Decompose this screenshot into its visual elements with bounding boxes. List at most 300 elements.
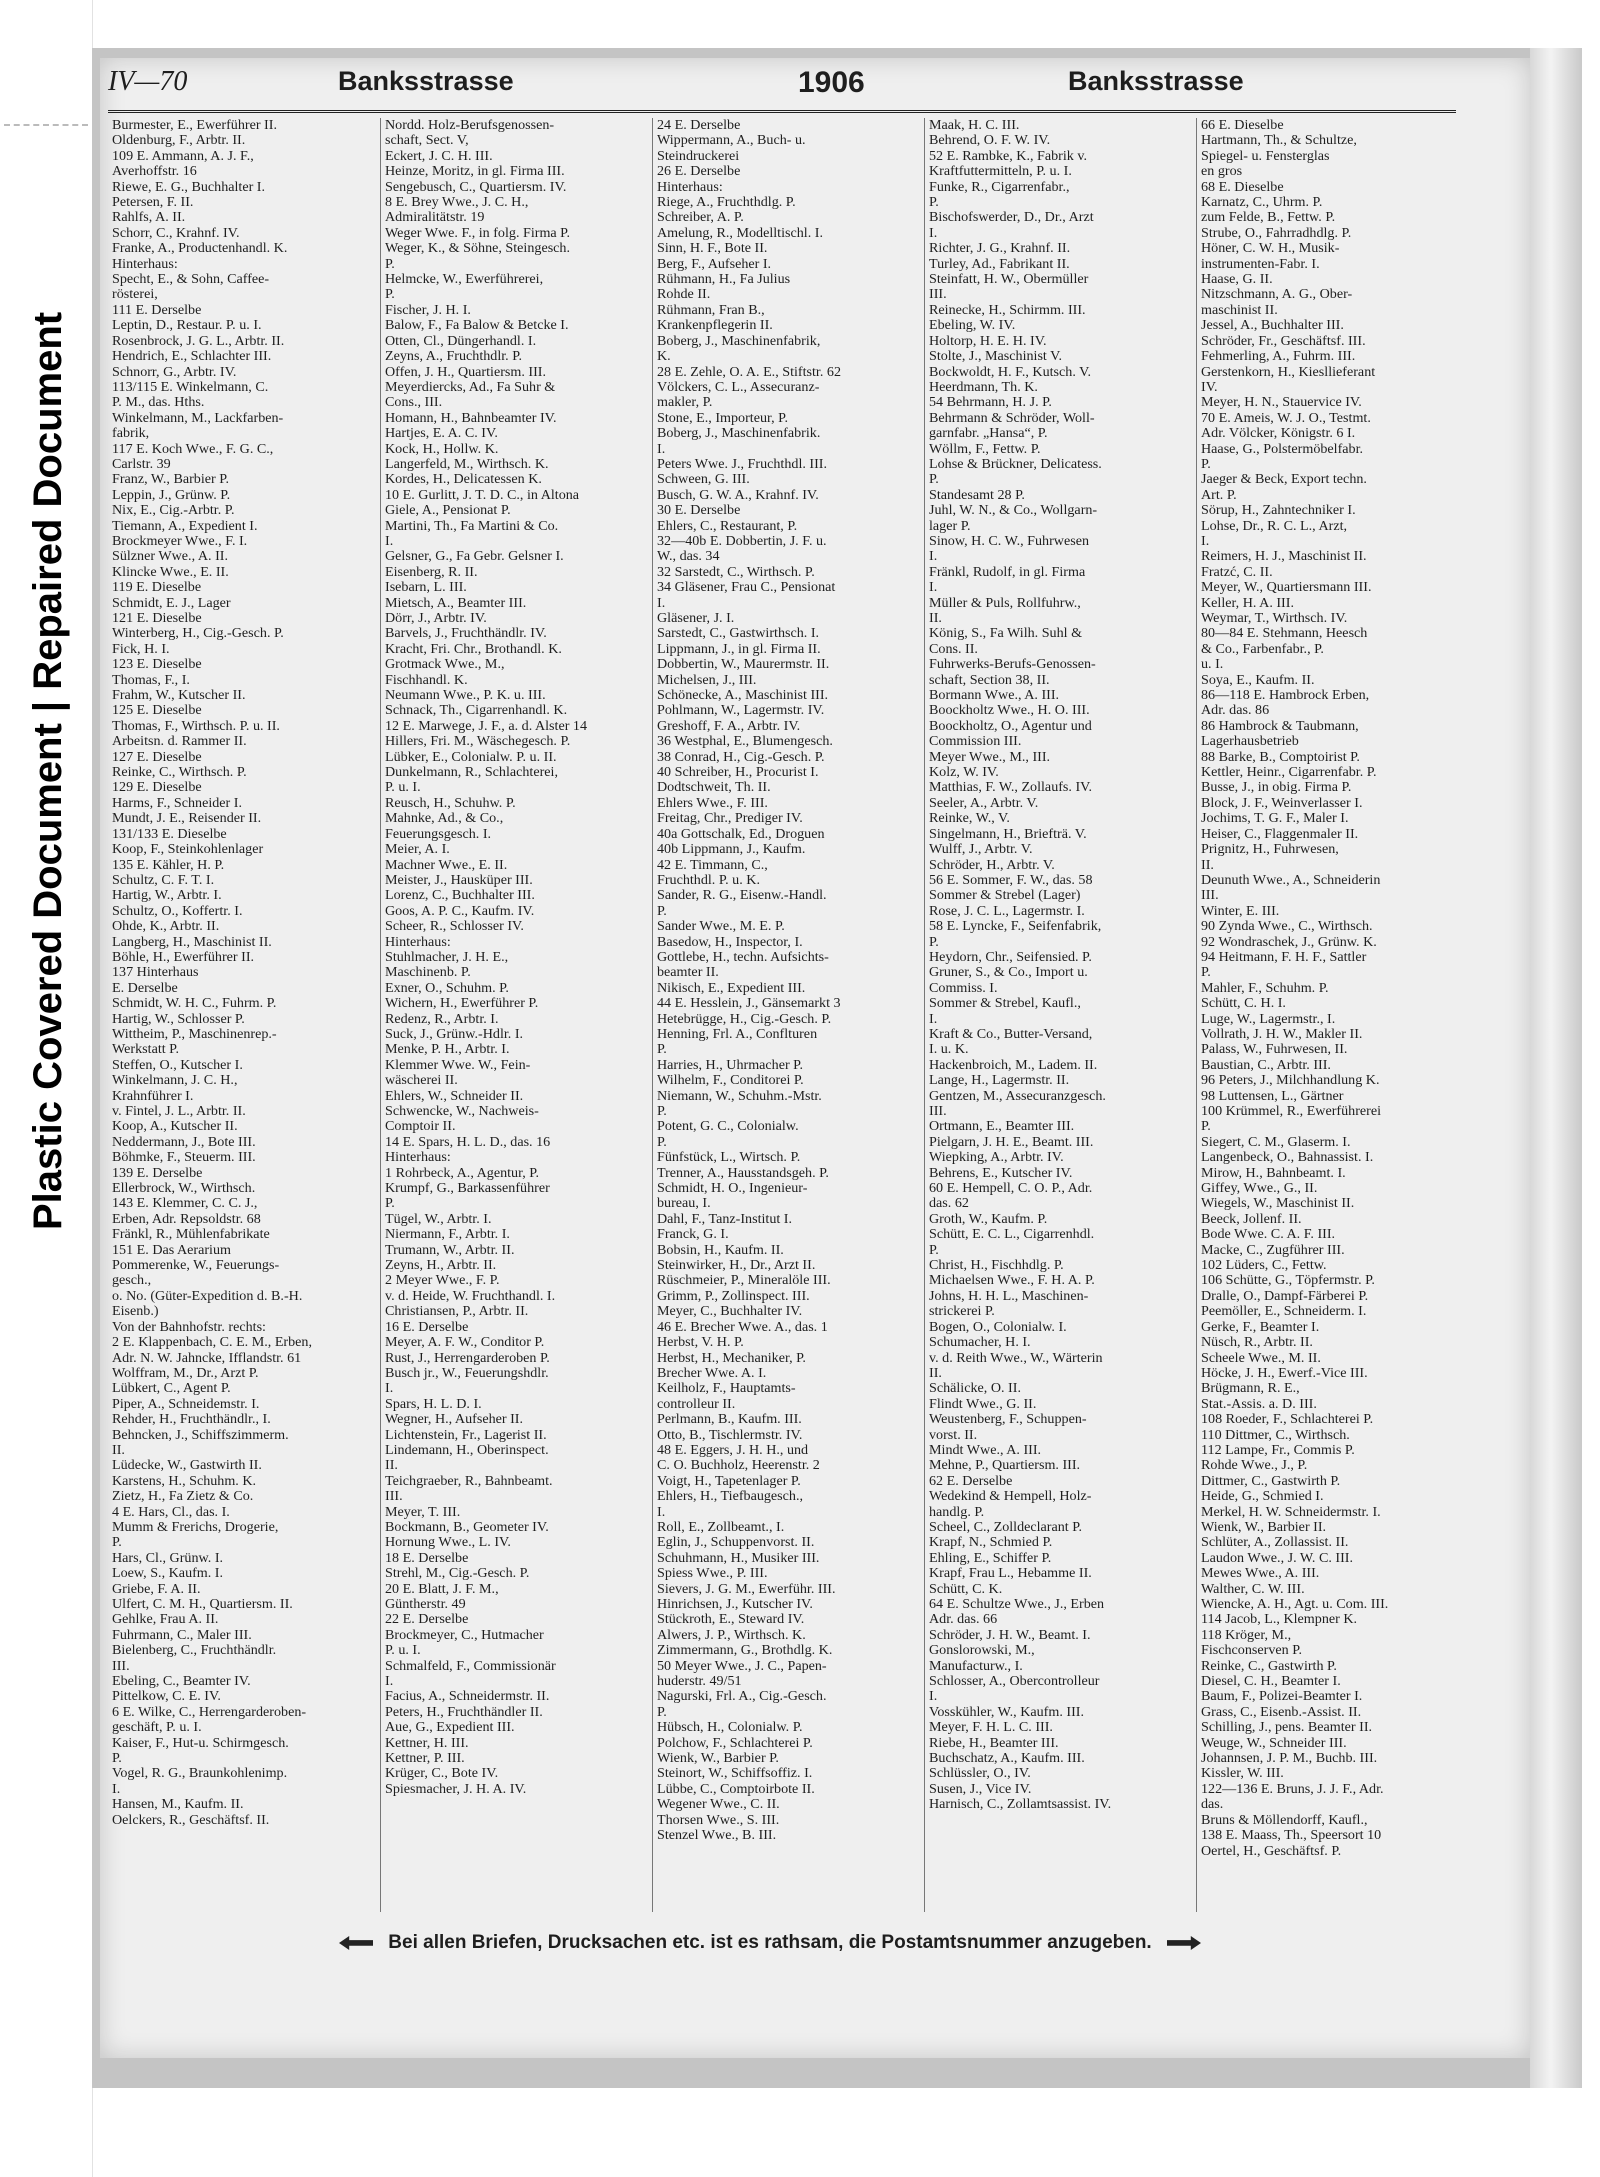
directory-entry: Wulff, J., Arbtr. V.: [929, 842, 1033, 858]
directory-entry: Schwencke, W., Nachweis-: [385, 1104, 539, 1119]
directory-entry: 131/133 E. Dieselbe: [112, 826, 227, 842]
directory-entry: Mewes Wwe., A. III.: [1201, 1566, 1320, 1582]
directory-entry: Arbeitsn. d. Rammer II.: [112, 734, 247, 750]
directory-entry: Gerke, F., Beamter I.: [1201, 1319, 1320, 1335]
directory-entry: Ehlers, C., Restaurant, P.: [657, 518, 798, 534]
directory-entry: Koop, F., Steinkohlenlager: [112, 842, 264, 858]
directory-entry: das. 62: [929, 1196, 969, 1212]
directory-entry: Höner, C. W. H., Musik-: [1201, 241, 1340, 257]
directory-entry: Mirow, H., Bahnbeamt. I.: [1201, 1165, 1346, 1181]
directory-entry: 48 E. Eggers, J. H. H., und: [657, 1442, 809, 1458]
directory-entry: 40b Lippmann, J., Kaufm.: [657, 842, 806, 858]
directory-entry: Erben, Adr. Repsoldstr. 68: [112, 1211, 261, 1227]
directory-entry: Wienk, W., Barbier P.: [657, 1751, 779, 1767]
directory-entry: Helmcke, W., Ewerführerei,: [385, 272, 544, 288]
directory-entry: huderstr. 49/51: [657, 1674, 742, 1690]
directory-entry: Meyer, H. N., Stauervice IV.: [1201, 395, 1362, 411]
directory-entry: Offen, J. H., Quartiersm. III.: [385, 364, 546, 380]
directory-entry: Kock, H., Hollw. K.: [385, 441, 499, 457]
directory-entry: I.: [385, 533, 394, 549]
directory-entry: Lübbe, C., Comptoirbote II.: [657, 1781, 815, 1797]
directory-entry: beamter II.: [657, 965, 719, 981]
directory-entry: Eisenberg, R. II.: [385, 564, 478, 580]
directory-entry: Dobbertin, W., Maurermstr. II.: [657, 657, 830, 673]
directory-entry: Pielgarn, J. H. E., Beamt. III.: [929, 1134, 1094, 1150]
directory-entry: Sörup, H., Zahntechniker I.: [1201, 503, 1356, 519]
directory-entry: Frahm, W., Kutscher II.: [112, 688, 246, 704]
directory-entry: Herbst, V. H. P.: [657, 1335, 744, 1351]
directory-entry: Oertel, H., Geschäftsf. P.: [1201, 1843, 1342, 1859]
directory-entry: Gläsener, J. I.: [657, 611, 735, 626]
directory-entry: E. Derselbe: [112, 980, 178, 996]
directory-entry: 96 Peters, J., Milchhandlung K.: [1201, 1073, 1380, 1089]
directory-entry: 50 Meyer Wwe., J. C., Papen-: [657, 1658, 827, 1674]
directory-entry: Schröder, Fr., Geschäftsf. III.: [1201, 333, 1366, 349]
directory-entry: 2 Meyer Wwe., F. P.: [385, 1273, 500, 1289]
directory-entry: Suck, J., Grünw.-Hdlr. I.: [385, 1026, 524, 1042]
directory-entry: Wedekind & Hempell, Holz-: [929, 1489, 1092, 1505]
directory-entry: 58 E. Lyncke, F., Seifenfabrik,: [929, 919, 1102, 935]
directory-entry: Voigt, H., Tapetenlager P.: [657, 1473, 801, 1489]
column-5: [1196, 118, 1457, 1912]
directory-entry: Hillers, Fri. M., Wäschegesch. P.: [385, 734, 571, 750]
document-condition-label: Plastic Covered Document | Repaired Document: [26, 311, 70, 1230]
directory-entry: 6 E. Wilke, C., Herrengarderoben-: [112, 1704, 307, 1720]
directory-entry: Potent, G. C., Colonialw.: [657, 1119, 799, 1135]
directory-entry: Schröder, H., Arbtr. V.: [929, 857, 1055, 873]
directory-entry: Kraft & Co., Butter-Versand,: [929, 1026, 1093, 1042]
directory-entry: Scheele Wwe., M. II.: [1201, 1350, 1321, 1366]
directory-entry: II.: [1201, 857, 1214, 873]
directory-entry: gesch.,: [112, 1273, 152, 1289]
pointing-hand-icon: [1167, 1936, 1201, 1950]
directory-entry: Lorenz, C., Buchhalter III.: [385, 888, 535, 904]
directory-entry: Pommerenke, W., Feuerungs-: [112, 1258, 280, 1274]
directory-entry: I.: [385, 1381, 394, 1397]
directory-entry: Feuerungsgesch. I.: [385, 826, 492, 842]
directory-entry: K.: [657, 349, 671, 365]
directory-entry: Winkelmann, J. C. H.,: [112, 1073, 238, 1089]
directory-entry: Bruns & Möllendorff, Kaufl.,: [1201, 1812, 1368, 1828]
directory-entry: P.: [1201, 965, 1211, 981]
directory-entry: Gelsner, G., Fa Gebr. Gelsner I.: [385, 549, 564, 565]
directory-entry: Ehlers, W., Schneider II.: [385, 1088, 524, 1104]
directory-entry: Krumpf, G., Barkassenführer: [385, 1181, 550, 1197]
directory-entry: Giffey, Wwe., G., II.: [1201, 1181, 1318, 1197]
directory-entry: Spiegel- u. Fensterglas: [1201, 148, 1330, 164]
directory-entry: Luge, W., Lagermstr., I.: [1201, 1011, 1336, 1027]
directory-entry: Schumacher, H. I.: [929, 1335, 1031, 1351]
directory-entry: 18 E. Derselbe: [385, 1550, 469, 1566]
directory-entry: 117 E. Koch Wwe., F. G. C.,: [112, 441, 274, 457]
directory-entry: Adr. Völcker, Königstr. 6 I.: [1201, 426, 1356, 442]
directory-entry: 109 E. Ammann, A. J. F.,: [112, 148, 254, 164]
directory-entry: Reinke, W., V.: [929, 811, 1010, 827]
directory-entry: Keller, H. A. III.: [1201, 595, 1294, 611]
directory-entry: Böhle, H., Ewerführer II.: [112, 949, 255, 965]
directory-entry: Thomas, F., I.: [112, 672, 190, 688]
directory-entry: Fränkl, Rudolf, in gl. Firma: [929, 564, 1086, 580]
directory-entry: Gehlke, Frau A. II.: [112, 1612, 219, 1628]
directory-entry: 44 E. Hesslein, J., Gänsemarkt 3: [657, 996, 841, 1012]
directory-entry: Palass, W., Fuhrwesen, II.: [1201, 1042, 1348, 1058]
directory-entry: Loew, S., Kaufm. I.: [112, 1566, 224, 1582]
dashed-divider: [4, 124, 88, 126]
directory-entry: fabrik,: [112, 426, 150, 442]
directory-entry: 118 Kröger, M.,: [1201, 1627, 1292, 1643]
directory-entry: I.: [929, 225, 938, 241]
directory-entry: Boberg, J., Maschinenfabrik.: [657, 426, 821, 442]
directory-entry: Boberg, J., Maschinenfabrik,: [657, 333, 821, 349]
directory-entry: Behrend, O. F. W. IV.: [929, 133, 1051, 149]
directory-entry: Rüschmeier, P., Mineralöle III.: [657, 1273, 831, 1289]
directory-entry: 1 Rohrbeck, A., Agentur, P.: [385, 1165, 540, 1181]
directory-entry: Rühmann, H., Fa Julius: [657, 272, 791, 288]
directory-entry: Steinwirker, H., Dr., Arzt II.: [657, 1258, 816, 1274]
directory-entry: Jochims, T. G. F., Maler I.: [1201, 811, 1349, 827]
directory-entry: Schlüssler, O., IV.: [929, 1766, 1031, 1782]
directory-entry: Güntherstr. 49: [385, 1597, 466, 1612]
directory-entry: 119 E. Dieselbe: [112, 580, 202, 596]
directory-entry: P.: [657, 1104, 667, 1119]
directory-entry: Goos, A. P. C., Kaufm. IV.: [385, 903, 535, 919]
directory-entry: Schmidt, W. H. C., Fuhrm. P.: [112, 996, 277, 1012]
directory-entry: I.: [657, 1504, 666, 1520]
directory-entry: 143 E. Klemmer, C. C. J.,: [112, 1196, 258, 1212]
directory-entry: Berg, F., Aufseher I.: [657, 256, 772, 272]
directory-entry: IV.: [1201, 379, 1218, 395]
directory-entry: Boockholtz, O., Agentur und: [929, 718, 1092, 734]
directory-entry: Wilhelm, F., Conditorei P.: [657, 1073, 804, 1089]
directory-entry: Richter, J. G., Krahnf. II.: [929, 241, 1071, 257]
directory-entry: 86 Hambrock & Taubmann,: [1201, 718, 1359, 734]
directory-entry: Schreiber, A. P.: [657, 210, 744, 226]
directory-entry: rösterei,: [112, 287, 158, 303]
directory-entry: Hinrichsen, J., Kutscher IV.: [657, 1597, 813, 1612]
directory-columns: [108, 118, 1456, 1912]
directory-entry: Oldenburg, F., Arbtr. II.: [112, 133, 246, 149]
directory-entry: v. d. Reith Wwe., W., Wärterin: [929, 1350, 1103, 1366]
directory-entry: 60 E. Hempell, C. O. P., Adr.: [929, 1181, 1093, 1197]
directory-entry: Hackenbroich, M., Ladem. II.: [929, 1057, 1098, 1073]
directory-entry: Dörr, J., Arbtr. IV.: [385, 611, 487, 626]
page-header: [108, 66, 1458, 114]
directory-entry: Stat.-Assis. a. D. III.: [1201, 1396, 1317, 1412]
directory-entry: Hetebrügge, H., Cig.-Gesch. P.: [657, 1011, 832, 1027]
directory-entry: C. O. Buchholz, Heerenstr. 2: [657, 1458, 820, 1474]
directory-entry: Merkel, H. W. Schneidermstr. I.: [1201, 1504, 1381, 1520]
directory-entry: Giele, A., Pensionat P.: [385, 503, 511, 519]
directory-entry: Fünfstück, L., Wirtsch. P.: [657, 1150, 801, 1166]
directory-entry: 52 E. Rambke, K., Fabrik v.: [929, 148, 1088, 164]
directory-entry: 102 Lüders, C., Fettw.: [1201, 1258, 1327, 1274]
directory-entry: Keilholz, F., Hauptamts-: [657, 1381, 796, 1397]
directory-entry: 22 E. Derselbe: [385, 1612, 469, 1628]
directory-entry: 70 E. Ameis, W. J. O., Testmt.: [1201, 410, 1371, 426]
directory-entry: Ehlers Wwe., F. III.: [657, 795, 768, 811]
directory-entry: Ellerbrock, W., Wirthsch.: [112, 1181, 256, 1197]
directory-entry: Hartmann, Th., & Schultze,: [1201, 133, 1357, 149]
directory-entry: Gruner, S., & Co., Import u.: [929, 965, 1088, 981]
directory-entry: 114 Jacob, L., Klempner K.: [1201, 1612, 1358, 1628]
directory-entry: Polchow, F., Schlachterei P.: [657, 1735, 813, 1751]
directory-entry: Weustenberg, F., Schuppen-: [929, 1412, 1087, 1428]
directory-entry: Winkelmann, M., Lackfarben-: [112, 410, 284, 426]
directory-entry: W., das. 34: [657, 549, 720, 565]
directory-entry: P.: [657, 1134, 667, 1150]
directory-entry: Franke, A., Productenhandl. K.: [112, 241, 288, 257]
directory-entry: Fick, H. I.: [112, 641, 170, 657]
directory-entry: Heerdmann, Th. K.: [929, 379, 1038, 395]
directory-entry: Rust, J., Herrengarderoben P.: [385, 1350, 550, 1366]
directory-entry: Meyer, T. III.: [385, 1504, 461, 1520]
directory-entry: Lohse, Dr., R. C. L., Arzt,: [1201, 518, 1348, 534]
directory-entry: Peemöller, E., Schneiderm. I.: [1201, 1304, 1367, 1320]
directory-entry: Nitzschmann, A. G., Ober-: [1201, 287, 1353, 303]
directory-entry: Thorsen Wwe., S. III.: [657, 1812, 780, 1828]
directory-entry: Ehlers, H., Tiefbaugesch.,: [657, 1489, 804, 1505]
directory-entry: Maak, H. C. III.: [929, 118, 1020, 133]
directory-entry: Averhoffstr. 16: [112, 164, 197, 180]
directory-entry: geschäft, P. u. I.: [112, 1720, 202, 1736]
directory-entry: Petersen, F. II.: [112, 195, 194, 211]
directory-entry: Zietz, H., Fa Zietz & Co.: [112, 1489, 254, 1505]
directory-entry: Burmester, E., Ewerführer II.: [112, 118, 277, 133]
directory-entry: 137 Hinterhaus: [112, 965, 199, 981]
directory-entry: P.: [1201, 1119, 1211, 1135]
directory-entry: Fischer, J. H. I.: [385, 302, 471, 318]
directory-entry: Specht, E., & Sohn, Caffee-: [112, 272, 270, 288]
directory-entry: 122—136 E. Bruns, J. J. F., Adr.: [1201, 1781, 1384, 1797]
directory-entry: Carlstr. 39: [112, 456, 171, 472]
directory-entry: III.: [929, 1104, 947, 1119]
directory-entry: strickerei P.: [929, 1304, 995, 1320]
directory-entry: Commiss. I.: [929, 980, 998, 996]
directory-entry: Christ, H., Fischhdlg. P.: [929, 1258, 1064, 1274]
directory-entry: Comptoir II.: [385, 1119, 456, 1135]
directory-entry: Balow, F., Fa Balow & Betcke I.: [385, 318, 569, 334]
directory-entry: Zeyns, H., Arbtr. II.: [385, 1258, 497, 1274]
directory-entry: Isebarn, L. III.: [385, 580, 467, 596]
directory-entry: III.: [385, 1489, 403, 1505]
directory-entry: 36 Westphal, E., Blumengesch.: [657, 734, 833, 750]
directory-entry: 127 E. Dieselbe: [112, 749, 202, 765]
directory-entry: III.: [112, 1658, 130, 1674]
directory-entry: Fränkl, R., Mühlenfabrikate: [112, 1227, 270, 1243]
directory-entry: Rose, J. C. L., Lagermstr. I.: [929, 903, 1085, 919]
directory-entry: Wöllm, F., Fettw. P.: [929, 441, 1041, 457]
directory-entry: Bogen, O., Colonialw. I.: [929, 1319, 1067, 1335]
directory-entry: 151 E. Das Aerarium: [112, 1242, 231, 1258]
directory-entry: maschinist II.: [1201, 302, 1278, 318]
directory-entry: schaft, Sect. V,: [385, 133, 469, 149]
directory-entry: v. d. Heide, W. Fruchthandl. I.: [385, 1288, 556, 1304]
directory-entry: Heiser, C., Flaggenmaler II.: [1201, 826, 1359, 842]
directory-entry: Strube, O., Fahrradhdlg. P.: [1201, 225, 1352, 241]
directory-entry: Meyer, A. F. W., Conditor P.: [385, 1335, 545, 1351]
directory-entry: Weuge, W., Schneider III.: [1201, 1735, 1347, 1751]
directory-entry: Vogel, R. G., Braunkohlenimp.: [112, 1766, 288, 1782]
directory-entry: Neddermann, J., Bote III.: [112, 1134, 256, 1150]
directory-entry: 123 E. Dieselbe: [112, 657, 202, 673]
directory-entry: Thomas, F., Wirthsch. P. u. II.: [112, 718, 280, 734]
directory-entry: Brügmann, R. E.,: [1201, 1381, 1300, 1397]
directory-entry: Schween, G. III.: [657, 472, 750, 488]
directory-entry: Schorr, C., Krahnf. IV.: [112, 225, 240, 241]
directory-entry: Harries, H., Uhrmacher P.: [657, 1057, 803, 1073]
directory-entry: Oelckers, R., Geschäftsf. II.: [112, 1812, 270, 1828]
directory-entry: 62 E. Derselbe: [929, 1473, 1013, 1489]
directory-entry: Zeyns, A., Fruchthdlr. P.: [385, 349, 523, 365]
directory-entry: Langerfeld, M., Wirthsch. K.: [385, 456, 549, 472]
directory-entry: Lindemann, H., Oberinspect.: [385, 1442, 549, 1458]
directory-entry: Johns, H. H. L., Maschinen-: [929, 1288, 1089, 1304]
directory-entry: o. No. (Güter-Expedition d. B.-H.: [112, 1288, 303, 1304]
directory-entry: Amelung, R., Modelltischl. I.: [657, 225, 823, 241]
directory-entry: Boockholtz Wwe., H. O. III.: [929, 703, 1090, 719]
directory-entry: II.: [385, 1458, 398, 1474]
directory-entry: Hartig, W., Schlosser P.: [112, 1011, 245, 1027]
directory-entry: 40a Gottschalk, Ed., Droguen: [657, 826, 825, 842]
directory-entry: I.: [1201, 533, 1210, 549]
directory-entry: Langenbeck, O., Bahnassist. I.: [1201, 1150, 1374, 1166]
directory-entry: zum Felde, B., Fettw. P.: [1201, 210, 1336, 226]
directory-entry: Weger, K., & Söhne, Steingesch.: [385, 241, 571, 257]
directory-entry: Lange, H., Lagermstr. II.: [929, 1073, 1070, 1089]
directory-entry: I.: [929, 1689, 938, 1705]
directory-entry: Macke, C., Zugführer III.: [1201, 1242, 1345, 1258]
directory-entry: Flindt Wwe., G. II.: [929, 1396, 1037, 1412]
directory-entry: Nikisch, E., Expedient III.: [657, 980, 806, 996]
directory-entry: 100 Krümmel, R., Ewerführerei: [1201, 1104, 1382, 1119]
directory-entry: Kolz, W. IV.: [929, 765, 999, 781]
street-name-left: Banksstrasse: [338, 66, 514, 96]
directory-entry: Singelmann, H., Briefträ. V.: [929, 826, 1087, 842]
directory-entry: Mumm & Frerichs, Drogerie,: [112, 1519, 279, 1535]
directory-entry: das.: [1201, 1797, 1224, 1813]
directory-entry: Sommer & Strebel (Lager): [929, 888, 1081, 904]
directory-entry: 34 Gläsener, Frau C., Pensionat: [657, 580, 836, 596]
directory-entry: 110 Dittmer, C., Wirthsch.: [1201, 1427, 1350, 1443]
directory-entry: P.: [385, 256, 395, 272]
directory-entry: P.: [112, 1751, 122, 1767]
directory-entry: Lübker, E., Colonialw. P. u. II.: [385, 749, 557, 765]
directory-entry: Martini, Th., Fa Martini & Co.: [385, 518, 559, 534]
directory-entry: 88 Barke, B., Comptoirist P.: [1201, 749, 1360, 765]
directory-entry: Dralle, O., Dampf-Färberei P.: [1201, 1288, 1369, 1304]
directory-entry: Schönecke, A., Maschinist III.: [657, 688, 829, 704]
directory-entry: Hinterhaus:: [112, 256, 178, 272]
directory-entry: Steffen, O., Kutscher I.: [112, 1057, 243, 1073]
directory-entry: Bockwoldt, H. F., Kutsch. V.: [929, 364, 1092, 380]
directory-entry: Brecher Wwe. A. I.: [657, 1365, 767, 1381]
directory-entry: Wegener Wwe., C. II.: [657, 1797, 780, 1813]
directory-entry: Schnack, Th., Cigarrenhandl. K.: [385, 703, 568, 719]
directory-entry: Schultz, O., Koffertr. I.: [112, 903, 243, 919]
directory-entry: Koop, A., Kutscher II.: [112, 1119, 238, 1135]
directory-entry: Groth, W., Kaufm. P.: [929, 1211, 1048, 1227]
directory-entry: Gonslorowski, M.,: [929, 1643, 1035, 1659]
page-number: IV—70: [108, 66, 188, 97]
directory-entry: Krahnführer I.: [112, 1088, 194, 1104]
directory-entry: Hars, Cl., Grünw. I.: [112, 1550, 224, 1566]
directory-entry: Sengebusch, C., Quartiersm. IV.: [385, 179, 567, 195]
directory-entry: 42 E. Timmann, C.,: [657, 857, 768, 873]
directory-entry: Lüdecke, W., Gastwirth II.: [112, 1458, 262, 1474]
directory-entry: Rosenbrock, J. G. L., Arbtr. II.: [112, 333, 285, 349]
directory-entry: Winterberg, H., Cig.-Gesch. P.: [112, 626, 284, 642]
directory-entry: Bode Wwe. C. A. F. III.: [1201, 1227, 1336, 1243]
directory-entry: 24 E. Derselbe: [657, 118, 741, 133]
directory-entry: 40 Schreiber, H., Procurist I.: [657, 765, 819, 781]
directory-entry: Tügel, W., Arbtr. I.: [385, 1211, 492, 1227]
directory-entry: I. u. K.: [929, 1042, 969, 1058]
directory-entry: Riewe, E. G., Buchhalter I.: [112, 179, 266, 195]
directory-entry: Freitag, Chr., Prediger IV.: [657, 811, 803, 827]
directory-entry: Schlüter, A., Zollassist. II.: [1201, 1535, 1349, 1551]
directory-entry: Rohde Wwe., J., P.: [1201, 1458, 1308, 1474]
directory-entry: P.: [929, 472, 939, 488]
directory-entry: 12 E. Marwege, J. F., a. d. Alster 14: [385, 718, 588, 734]
directory-entry: Mietsch, A., Beamter III.: [385, 595, 527, 611]
directory-entry: Reusch, H., Schuhw. P.: [385, 795, 516, 811]
directory-entry: Fehmerling, A., Fuhrm. III.: [1201, 349, 1356, 365]
directory-entry: I.: [112, 1781, 121, 1797]
directory-entry: Spiesmacher, J. H. A. IV.: [385, 1781, 527, 1797]
directory-entry: schaft, Section 38, II.: [929, 672, 1050, 688]
directory-entry: Behrmann & Schröder, Woll-: [929, 410, 1095, 426]
directory-entry: Zimmermann, G., Brothdlg. K.: [657, 1643, 833, 1659]
directory-entry: Ebeling, W. IV.: [929, 318, 1016, 334]
directory-entry: P. u. I.: [385, 1643, 421, 1659]
directory-entry: 94 Heitmann, F. H. F., Sattler: [1201, 949, 1367, 965]
directory-entry: Leppin, J., Grünw. P.: [112, 487, 231, 503]
directory-entry: Harms, F., Schneider I.: [112, 795, 242, 811]
directory-entry: Otten, Cl., Düngerhandl. I.: [385, 333, 537, 349]
directory-entry: wäscherei II.: [385, 1073, 458, 1089]
directory-entry: instrumenten-Fabr. I.: [1201, 256, 1320, 272]
directory-entry: Trenner, A., Hausstandsgeh. P.: [657, 1165, 829, 1181]
directory-entry: Schälicke, O. II.: [929, 1381, 1021, 1397]
directory-entry: Facius, A., Schneidermstr. II.: [385, 1689, 550, 1705]
directory-entry: Sarstedt, C., Gastwirthsch. I.: [657, 626, 820, 642]
directory-entry: Laudon Wwe., J. W. C. III.: [1201, 1550, 1354, 1566]
directory-entry: 92 Wondraschek, J., Grünw. K.: [1201, 934, 1377, 950]
directory-entry: Cons., III.: [385, 395, 443, 411]
directory-entry: Meyer, C., Buchhalter IV.: [657, 1304, 803, 1320]
directory-entry: König, S., Fa Wilh. Suhl &: [929, 626, 1083, 642]
directory-entry: Adr. das. 66: [929, 1612, 998, 1628]
directory-entry: Bobsin, H., Kaufm. II.: [657, 1242, 784, 1258]
directory-entry: Niemann, W., Schuhm.-Mstr.: [657, 1088, 822, 1104]
directory-entry: vorst. II.: [929, 1427, 978, 1443]
directory-entry: Sinn, H. F., Bote II.: [657, 241, 768, 257]
directory-entry: Wolffram, M., Dr., Arzt P.: [112, 1365, 259, 1381]
directory-entry: Fischhandl. K.: [385, 672, 468, 688]
directory-entry: Aue, G., Expedient III.: [385, 1720, 515, 1736]
directory-entry: I.: [385, 1674, 394, 1690]
directory-entry: Juhl, W. N., & Co., Wollgarn-: [929, 503, 1098, 519]
directory-entry: Steinort, W., Schiffsoffiz. I.: [657, 1766, 813, 1782]
directory-entry: Teichgraeber, R., Bahnbeamt.: [385, 1473, 553, 1489]
directory-entry: 98 Luttensen, L., Gärtner: [1201, 1088, 1344, 1104]
directory-entry: Behncken, J., Schiffszimmerm.: [112, 1427, 289, 1443]
directory-entry: 139 E. Derselbe: [112, 1165, 203, 1181]
directory-entry: Karnatz, C., Uhrm. P.: [1201, 195, 1323, 211]
directory-entry: Franck, G. I.: [657, 1227, 729, 1243]
directory-entry: 121 E. Dieselbe: [112, 611, 202, 626]
directory-entry: Gentzen, M., Assecuranzgesch.: [929, 1088, 1106, 1104]
